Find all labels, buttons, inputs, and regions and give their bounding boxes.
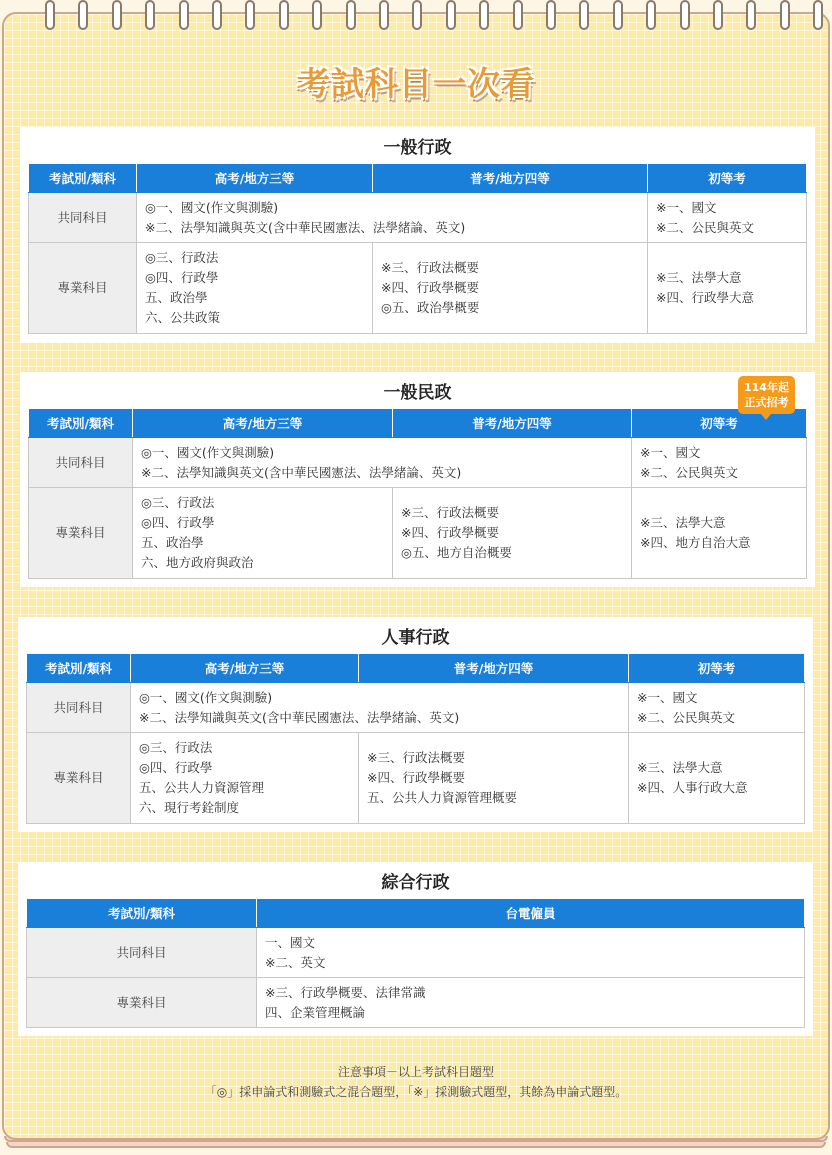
common-elem-cell <box>629 683 805 733</box>
section-card-civil-affairs <box>20 372 815 587</box>
subject-item: ※四、行政學概要 <box>381 280 479 295</box>
badge-line: 114年起 <box>744 381 789 394</box>
subject-item: ※二、公民與英文 <box>637 709 735 725</box>
spiral-ring <box>446 0 456 30</box>
subject-item: ※二、英文 <box>265 954 326 970</box>
subject-item: 一、國文 <box>265 934 316 950</box>
header-taipower: 台電僱員 <box>257 899 805 928</box>
spiral-ring <box>613 0 623 30</box>
spiral-ring <box>145 0 155 30</box>
subject-item: ※三、行政法概要 <box>367 750 465 765</box>
subject-item: ※三、法學大意 <box>637 760 723 775</box>
subject-item: 六、公共政策 <box>145 310 221 325</box>
subject-item: ◎五、地方自治概要 <box>401 545 512 560</box>
spiral-ring <box>45 0 55 30</box>
section-title: 綜合行政 <box>381 873 450 893</box>
spiral-ring <box>513 0 523 30</box>
section-card-general-admin <box>20 127 815 343</box>
header-general: 普考/地方四等 <box>373 164 648 193</box>
pro-general-cell <box>393 488 632 579</box>
footnote-legend: 「◎」採申論式和測驗式之混合題型，「※」採測驗式題型，其餘為申論式題型。 <box>204 1085 628 1099</box>
row-label-professional: 專業科目 <box>29 488 133 579</box>
subject-item: ◎四、行政學 <box>141 515 215 530</box>
header-high: 高考/地方三等 <box>133 409 393 438</box>
pro-elem-cell <box>632 488 807 579</box>
new-recruit-badge <box>738 376 795 414</box>
subject-item: 五、政治學 <box>145 290 208 305</box>
subject-item: ※一、國文 <box>640 444 701 460</box>
subject-item: 六、現行考銓制度 <box>139 800 240 815</box>
professional-cell <box>257 978 805 1028</box>
row-label-professional: 專業科目 <box>27 733 131 824</box>
subject-table <box>26 898 805 1028</box>
spiral-ring <box>346 0 356 30</box>
subject-item: ※四、地方自治大意 <box>640 535 751 550</box>
pro-general-cell <box>359 733 629 824</box>
subject-item: 五、公共人力資源管理 <box>139 780 265 795</box>
subject-table <box>28 163 807 334</box>
subject-item: ◎三、行政法 <box>141 495 215 510</box>
subject-item: ※三、行政法概要 <box>381 260 479 275</box>
subject-item: ※二、公民與英文 <box>656 219 754 235</box>
row-label-common: 共同科目 <box>29 193 137 243</box>
common-high-cell <box>137 193 648 243</box>
section-card-personnel-admin <box>18 617 813 832</box>
spiral-ring <box>245 0 255 30</box>
pro-high-cell <box>133 488 393 579</box>
spiral-ring <box>312 0 322 30</box>
pro-high-cell <box>131 733 359 824</box>
spiral-ring <box>112 0 122 30</box>
spiral-ring <box>78 0 88 30</box>
subject-item: ※四、行政學概要 <box>367 770 465 785</box>
header-category: 考試別/類科 <box>27 654 131 683</box>
section-title: 一般民政 <box>383 383 452 403</box>
footnote-title: 注意事項－以上考試科目題型 <box>337 1065 494 1079</box>
pro-general-cell <box>373 243 648 334</box>
header-general: 普考/地方四等 <box>393 409 632 438</box>
pro-high-cell <box>137 243 373 334</box>
subject-item: ◎四、行政學 <box>145 270 219 285</box>
spiral-ring <box>412 0 422 30</box>
subject-item: 五、政治學 <box>141 535 204 550</box>
spiral-ring <box>780 0 790 30</box>
section-title: 一般行政 <box>383 138 452 158</box>
subject-item: ◎四、行政學 <box>139 760 213 775</box>
header-general: 普考/地方四等 <box>359 654 629 683</box>
subject-item: ◎一、國文(作文與測驗) <box>139 689 273 705</box>
subject-item: ※二、法學知識與英文(含中華民國憲法、法學緒論、英文) <box>141 464 462 480</box>
spiral-ring <box>212 0 222 30</box>
header-elementary: 初等考 <box>629 654 805 683</box>
header-high: 高考/地方三等 <box>137 164 373 193</box>
subject-item: ※三、法學大意 <box>656 270 742 285</box>
spiral-ring <box>680 0 690 30</box>
section-title: 人事行政 <box>381 628 450 648</box>
header-elementary: 初等考 <box>632 409 807 438</box>
subject-table <box>26 653 805 824</box>
header-elementary: 初等考 <box>648 164 807 193</box>
subject-item: ◎一、國文(作文與測驗) <box>145 199 279 215</box>
page-edge <box>6 1142 826 1148</box>
spiral-ring <box>546 0 556 30</box>
spiral-ring <box>713 0 723 30</box>
spiral-ring <box>279 0 289 30</box>
header-high: 高考/地方三等 <box>131 654 359 683</box>
common-high-cell <box>131 683 629 733</box>
row-label-common: 共同科目 <box>27 683 131 733</box>
common-high-cell <box>133 438 632 488</box>
spiral-ring <box>746 0 756 30</box>
subject-item: ※一、國文 <box>637 689 698 705</box>
subject-item: ※一、國文 <box>656 199 717 215</box>
header-category: 考試別/類科 <box>27 899 257 928</box>
spiral-binding <box>0 0 832 32</box>
subject-item: 四、企業管理概論 <box>265 1004 366 1020</box>
subject-item: 五、公共人力資源管理概要 <box>367 790 518 805</box>
spiral-ring <box>813 0 823 30</box>
subject-item: ※三、法學大意 <box>640 515 726 530</box>
spiral-ring <box>179 0 189 30</box>
subject-item: ※二、公民與英文 <box>640 464 738 480</box>
pro-elem-cell <box>648 243 807 334</box>
common-cell <box>257 928 805 978</box>
subject-item: ◎五、政治學概要 <box>381 300 480 315</box>
subject-item: ◎三、行政法 <box>145 250 219 265</box>
subject-item: ◎三、行政法 <box>139 740 213 755</box>
subject-item: ※四、行政學概要 <box>401 525 499 540</box>
common-elem-cell <box>648 193 807 243</box>
footnote <box>0 1062 832 1102</box>
section-card-comprehensive-admin <box>18 862 813 1036</box>
row-label-common: 共同科目 <box>27 928 257 978</box>
subject-table <box>28 408 807 579</box>
subject-item: 六、地方政府與政治 <box>141 555 254 570</box>
subject-item: ※二、法學知識與英文(含中華民國憲法、法學緒論、英文) <box>145 219 466 235</box>
subject-item: ※三、行政學概要、法律常識 <box>265 984 426 1000</box>
subject-item: ※二、法學知識與英文(含中華民國憲法、法學緒論、英文) <box>139 709 460 725</box>
header-category: 考試別/類科 <box>29 164 137 193</box>
row-label-professional: 專業科目 <box>29 243 137 334</box>
badge-line: 正式招考 <box>744 396 789 409</box>
spiral-ring <box>646 0 656 30</box>
common-elem-cell <box>632 438 807 488</box>
subject-item: ※四、行政學大意 <box>656 290 754 305</box>
pro-elem-cell <box>629 733 805 824</box>
row-label-professional: 專業科目 <box>27 978 257 1028</box>
subject-item: ※四、人事行政大意 <box>637 780 748 795</box>
row-label-common: 共同科目 <box>29 438 133 488</box>
spiral-ring <box>479 0 489 30</box>
header-category: 考試別/類科 <box>29 409 133 438</box>
subject-item: ※三、行政法概要 <box>401 505 499 520</box>
subject-item: ◎一、國文(作文與測驗) <box>141 444 275 460</box>
spiral-ring <box>379 0 389 30</box>
spiral-ring <box>579 0 589 30</box>
page-title: 考試科目一次看 <box>297 64 535 103</box>
